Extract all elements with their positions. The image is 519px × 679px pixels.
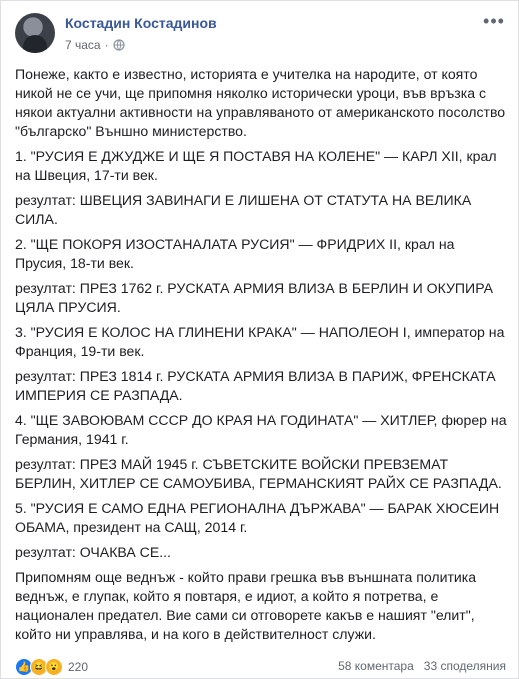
post-time[interactable]: 7 часа	[65, 38, 101, 52]
post-header	[15, 13, 506, 57]
paragraph-1-result: резултат: ШВЕЦИЯ ЗАВИНАГИ Е ЛИШЕНА ОТ СТАТУТА НА ВЕЛИКА СИЛА.	[15, 192, 472, 227]
avatar[interactable]	[15, 13, 55, 53]
paragraph-1: 1. "РУСИЯ Е ДЖУДЖЕ И ЩЕ Я ПОСТАВЯ НА КОЛЕНЕ" — КАРЛ XII, крал на Швеция, 17-ти век.	[15, 148, 497, 183]
globe-icon[interactable]	[113, 39, 125, 51]
author-name[interactable]: Костадин Костадинов	[65, 15, 217, 31]
reaction-count: 220	[68, 660, 89, 674]
separator-dot: ·	[104, 38, 109, 52]
shares-count[interactable]: 33 споделяния	[423, 659, 506, 673]
paragraph-3: 3. "РУСИЯ Е КОЛОС НА ГЛИНЕНИ КРАКА" — НАПОЛЕОН I, император на Франция, 19-ти век.	[15, 324, 505, 359]
haha-icon: 😆	[30, 658, 48, 676]
post-stats	[338, 659, 506, 673]
paragraph-4-result: резултат: ПРЕЗ МАЙ 1945 г. СЪВЕТСКИТЕ ВОЙСКИ ПРЕВЗЕМАТ БЕРЛИН, ХИТЛЕР СЕ САМОУБИВА, ГЕРМАНСКИЯТ РАЙХ СЕ РАЗПАДА.	[15, 456, 502, 491]
paragraph-2: 2. "ЩЕ ПОКОРЯ ИЗОСТАНАЛАТА РУСИЯ" — ФРИДРИХ II, крал на Прусия, 18-ти век.	[15, 236, 455, 271]
paragraph-conclusion: Припомням още веднъж - който прави грешка във външната политика веднъж, е глупак, който я повтаря, е идиот, а който я потретва, е национален предател. Вие сами си отговорете какъв е нашият "елит", който ни управлява, и на кого в действителност служи.	[15, 569, 477, 642]
paragraph-2-result: резултат: ПРЕЗ 1762 г. РУСКАТА АРМИЯ ВЛИЗА В БЕРЛИН И ОКУПИРА ЦЯЛА ПРУСИЯ.	[15, 280, 494, 315]
comments-count[interactable]: 58 коментара	[338, 659, 414, 673]
post-body	[15, 65, 507, 650]
paragraph-4: 4. "ЩЕ ЗАВОЮВАМ СССР ДО КРАЯ НА ГОДИНАТА" — ХИТЛЕР, фюрер на Германия, 1941 г.	[15, 412, 507, 447]
paragraph-intro: Понеже, както е известно, историята е учителка на народите, от която никой не се учи, ще припомня няколко исторически уроци, във връзка с някои актуални активности на управляваното от американското посолство "българско" Външно министерство.	[15, 66, 506, 139]
post-meta	[65, 38, 125, 52]
paragraph-5: 5. "РУСИЯ Е САМО ЕДНА РЕГИОНАЛНА ДЪРЖАВА" — БАРАК ХЮСЕИН ОБАМА, президент на САЩ, 2014 г.	[15, 500, 500, 535]
more-icon[interactable]: •••	[483, 11, 505, 31]
wow-icon: 😮	[45, 658, 63, 676]
paragraph-5-result: резултат: ОЧАКВА СЕ...	[15, 544, 171, 560]
post-footer	[15, 655, 506, 677]
like-icon: 👍	[15, 658, 33, 676]
paragraph-3-result: резултат: ПРЕЗ 1814 г. РУСКАТА АРМИЯ ВЛИЗА В ПАРИЖ, ФРЕНСКАТА ИМПЕРИЯ СЕ РАЗПАДА.	[15, 368, 496, 403]
reactions-summary[interactable]	[15, 658, 88, 676]
